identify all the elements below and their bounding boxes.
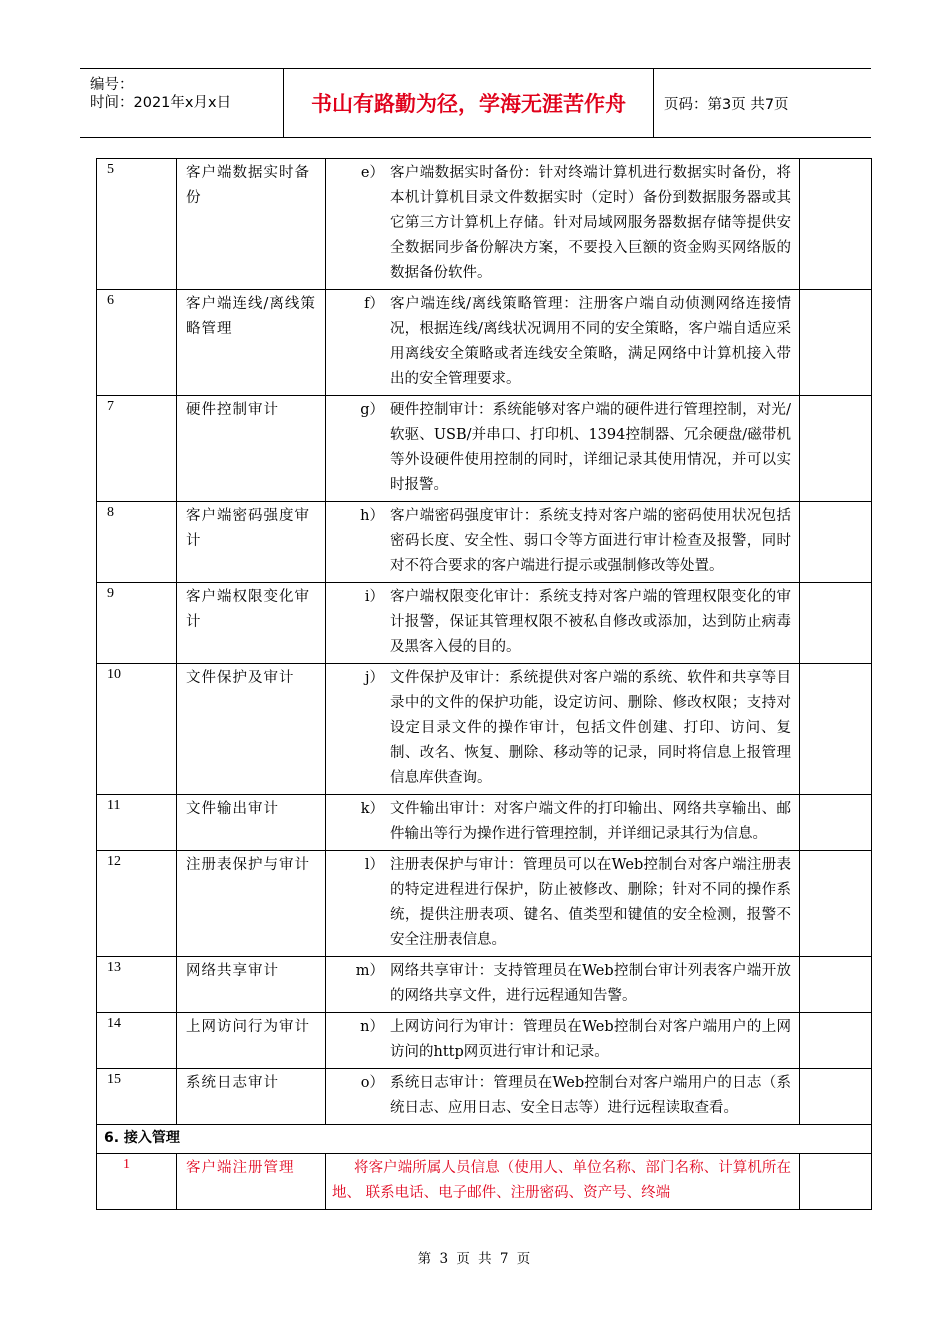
item-text: 系统日志审计：管理员在Web控制台对客户端用户的日志（系统日志、应用日志、安全日志等）进行远程读取查看。: [390, 1075, 791, 1116]
row-feature-name: 系统日志审计: [177, 1069, 326, 1125]
row-description-cell: [326, 290, 800, 396]
row-description-cell: [326, 851, 800, 957]
item-marker: i）: [364, 589, 384, 605]
feature-table-body: [97, 159, 872, 1210]
item-text: 客户端连线/离线策略管理：注册客户端自动侦测网络连接情况，根据连线/离线状况调用不同的安全策略，客户端自适应采用离线安全策略或者连线安全策略，满足网络中计算机接入带出的安全管理要求。: [390, 296, 791, 387]
item-text: 网络共享审计：支持管理员在Web控制台审计列表客户端开放的网络共享文件，进行远程通知告警。: [390, 963, 791, 1004]
table-row: [97, 1069, 872, 1125]
row-remark-cell: [800, 957, 872, 1013]
item-marker: j）: [365, 670, 384, 686]
item-marker: k）: [360, 801, 384, 817]
row-number: 15: [97, 1069, 177, 1125]
row-remark-cell: [800, 159, 872, 290]
row-feature-name: 客户端密码强度审计: [177, 502, 326, 583]
row-feature-name: 客户端权限变化审计: [177, 583, 326, 664]
item-text: 客户端权限变化审计：系统支持对客户端的管理权限变化的审计报警，保证其管理权限不被私自修改或添加，达到防止病毒及黑客入侵的目的。: [390, 589, 791, 655]
row-number: 8: [97, 502, 177, 583]
table-row: [97, 290, 872, 396]
table-row: [97, 502, 872, 583]
item-marker: n）: [360, 1019, 384, 1035]
row-description-cell: [326, 664, 800, 795]
description-item: [326, 666, 791, 791]
item-text: 客户端数据实时备份：针对终端计算机进行数据实时备份，将本机计算机目录文件数据实时（定时）备份到数据服务器或其它第三方计算机上存储。针对局域网服务器数据存储等提供安全数据同步备份解决方案，不要投入巨额的资金购买网络版的数据备份软件。: [390, 165, 791, 281]
item-text: 硬件控制审计：系统能够对客户端的硬件进行管理控制，对光/软驱、USB/并串口、打印机、1394控制器、冗余硬盘/磁带机等外设硬件使用控制的同时，详细记录其使用情况，并可以实时报警。: [390, 402, 791, 493]
row-number: 14: [97, 1013, 177, 1069]
row-remark-cell: [800, 664, 872, 795]
document-number-label: 编号：: [90, 77, 134, 93]
row-description-cell: [326, 957, 800, 1013]
row-description-cell: [326, 159, 800, 290]
item-text: 客户端密码强度审计：系统支持对客户端的密码使用状况包括密码长度、安全性、弱口令等方面进行审计检查及报警，同时对不符合要求的客户端进行提示或强制修改等处置。: [390, 508, 791, 574]
item-text: 注册表保护与审计：管理员可以在Web控制台对客户端注册表的特定进程进行保护，防止被修改、删除；针对不同的操作系统，提供注册表项、键名、值类型和键值的安全检测，报警不安全注册表信息。: [390, 857, 791, 948]
row-description-cell: [326, 583, 800, 664]
row-remark-cell: [800, 290, 872, 396]
table-row: [97, 795, 872, 851]
row-description-cell: [326, 795, 800, 851]
item-text: 文件输出审计：对客户端文件的打印输出、网络共享输出、邮件输出等行为操作进行管理控制，并详细记录其行为信息。: [390, 801, 791, 842]
row-remark-cell: [800, 1013, 872, 1069]
table-row: [97, 583, 872, 664]
row-number: 6: [97, 290, 177, 396]
description-item: [326, 292, 791, 392]
table-row: [97, 664, 872, 795]
description-item: [326, 1015, 791, 1065]
table-row: [97, 159, 872, 290]
row-feature-name: 硬件控制审计: [177, 396, 326, 502]
row-remark-cell: [800, 851, 872, 957]
item-marker: e）: [360, 165, 384, 181]
feature-table: [96, 158, 872, 1210]
row-feature-name: 文件保护及审计: [177, 664, 326, 795]
row-number: 12: [97, 851, 177, 957]
row-feature-name: 上网访问行为审计: [177, 1013, 326, 1069]
row-number: 1: [97, 1154, 177, 1210]
row-remark-cell: [800, 583, 872, 664]
description-item: [326, 398, 791, 498]
header-motto: 书山有路勤为径，学海无涯苦作舟: [311, 92, 626, 116]
row-number: 9: [97, 583, 177, 664]
description-item: [326, 1071, 791, 1121]
row-number: 13: [97, 957, 177, 1013]
page-footer: 第 3 页 共 7 页: [417, 1251, 533, 1267]
row-number: 10: [97, 664, 177, 795]
row-number: 7: [97, 396, 177, 502]
description-item: [326, 585, 791, 660]
header-meta-cell: [80, 69, 284, 137]
row-number: 5: [97, 159, 177, 290]
row-description-cell: [326, 396, 800, 502]
row-description-cell: [326, 502, 800, 583]
row-remark-cell: [800, 795, 872, 851]
section-header-row: [97, 1125, 872, 1154]
table-row: [97, 1154, 872, 1210]
row-feature-name: 网络共享审计: [177, 957, 326, 1013]
item-marker: f）: [364, 296, 384, 312]
header-page-info: 页码：第3页 共7页: [664, 96, 789, 113]
row-description-cell: [326, 1013, 800, 1069]
row-remark-cell: [800, 396, 872, 502]
row-remark-cell: [800, 1069, 872, 1125]
description-item: [326, 797, 791, 847]
row-feature-name: 文件输出审计: [177, 795, 326, 851]
item-marker: m）: [355, 963, 384, 979]
table-row: [97, 1013, 872, 1069]
item-text: 文件保护及审计：系统提供对客户端的系统、软件和共享等目录中的文件的保护功能，设定访问、删除、修改权限；支持对设定目录文件的操作审计，包括文件创建、打印、访问、复制、改名、恢复、删除、移动等的记录，同时将信息上报管理信息库供查询。: [390, 670, 791, 786]
header-motto-cell: [284, 69, 654, 137]
description-item: [326, 504, 791, 579]
row-remark-cell: [800, 1154, 872, 1210]
item-marker: o）: [360, 1075, 384, 1091]
row-feature-name: 客户端连线/离线策略管理: [177, 290, 326, 396]
row-description-cell: [326, 1069, 800, 1125]
row-description-cell: 将客户端所属人员信息（使用人、单位名称、部门名称、计算机所在地、 联系电话、电子邮件、注册密码、资产号、终端: [326, 1154, 800, 1210]
row-remark-cell: [800, 502, 872, 583]
description-item: [326, 959, 791, 1009]
page-header: [80, 68, 871, 138]
row-feature-name: 注册表保护与审计: [177, 851, 326, 957]
table-row: [97, 396, 872, 502]
item-marker: l）: [364, 857, 384, 873]
item-text: 上网访问行为审计：管理员在Web控制台对客户端用户的上网访问的http网页进行审计和记录。: [390, 1019, 791, 1060]
row-feature-name: 客户端数据实时备份: [177, 159, 326, 290]
table-row: [97, 957, 872, 1013]
description-item: [326, 853, 791, 953]
row-feature-name: 客户端注册管理: [177, 1154, 326, 1210]
description-item: [326, 161, 791, 286]
section-title: 6. 接入管理: [97, 1125, 872, 1154]
item-marker: g）: [360, 402, 384, 418]
row-number: 11: [97, 795, 177, 851]
table-row: [97, 851, 872, 957]
document-time-label: 时间：2021年x月x日: [90, 95, 232, 111]
item-marker: h）: [360, 508, 384, 524]
